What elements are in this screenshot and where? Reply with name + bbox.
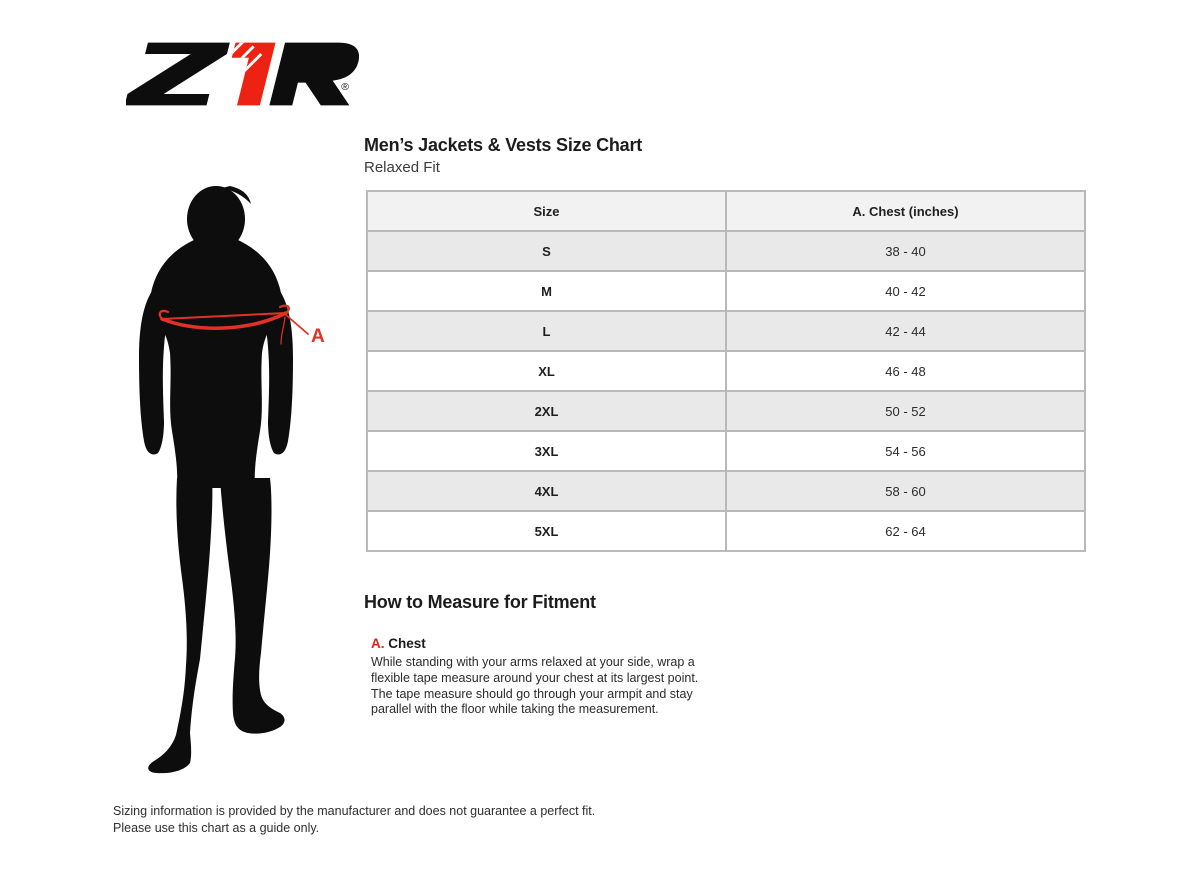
chest-cell: 58 - 60 [726,471,1085,511]
how-to-measure-heading: How to Measure for Fitment [364,592,596,612]
table-header-row [367,191,1085,231]
table-row [367,231,1085,271]
table-row [367,271,1085,311]
logo-letter-z [126,43,230,106]
disclaimer-line-1: Sizing information is provided by the manufacturer and does not guarantee a perfect fit. [113,804,596,818]
table-row [367,351,1085,391]
size-chart-table [366,190,1086,552]
male-silhouette [139,186,293,773]
column-header-size: Size [367,191,726,231]
size-cell: 5XL [367,511,726,551]
chest-cell: 54 - 56 [726,431,1085,471]
table-row [367,311,1085,351]
logo-letter-r [269,43,365,106]
chest-cell: 38 - 40 [726,231,1085,271]
z1r-logo [126,38,366,110]
size-cell: 2XL [367,391,726,431]
measure-letter: A. [371,636,385,651]
size-cell: XL [367,351,726,391]
measure-item-label [371,636,724,651]
measure-item-chest [371,636,724,718]
registered-mark: ® [341,82,349,94]
chest-cell: 40 - 42 [726,271,1085,311]
table-row [367,511,1085,551]
how-to-measure-section [364,592,724,718]
size-table-container [366,190,1086,552]
page-subtitle: Relaxed Fit [364,159,440,176]
page-title: Men’s Jackets & Vests Size Chart [364,135,643,155]
disclaimer-line-2: Please use this chart as a guide only. [113,820,320,835]
chest-cell: 42 - 44 [726,311,1085,351]
chest-cell: 46 - 48 [726,351,1085,391]
column-header-chest: A. Chest (inches) [726,191,1085,231]
size-cell: L [367,311,726,351]
size-cell: S [367,231,726,271]
table-row [367,391,1085,431]
measure-description: While standing with your arms relaxed at your side, wrap a flexible tape measure around your chest at its largest point. The tape measure should go through your armpit and stay parallel with the floor while taking the measurement. [371,655,699,717]
chest-cell: 62 - 64 [726,511,1085,551]
body-measurement-diagram [134,183,334,775]
size-cell: 4XL [367,471,726,511]
chest-cell: 50 - 52 [726,391,1085,431]
size-cell: M [367,271,726,311]
table-row [367,431,1085,471]
table-row [367,471,1085,511]
measure-name: Chest [388,636,426,651]
disclaimer [113,803,595,836]
size-cell: 3XL [367,431,726,471]
marker-a-label: A [311,326,325,347]
